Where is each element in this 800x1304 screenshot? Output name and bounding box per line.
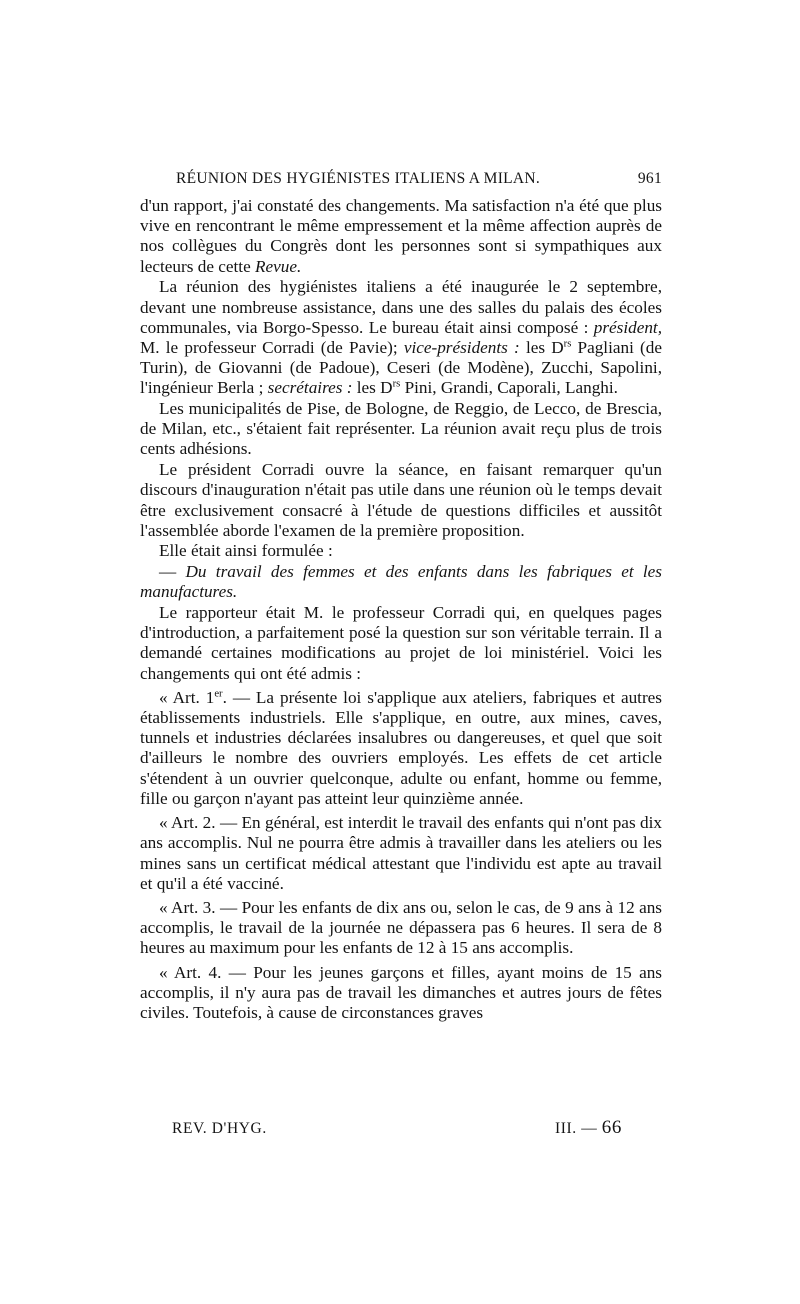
paragraph: La réunion des hygiénistes italiens a été inaugurée le 2 septembre, devant une nombreuse assistance, dans une des salles du palais des écoles communales, via Borgo-Spesso. Le bureau était ainsi composé : président, M. le professeur Corradi (de Pavie); vice-présidents : les $D^{rs}$ Pagliani (de Turin), de Giovanni (de Padoue), Ceseri (de Modène), Zucchi, Sapolini, l'ingénieur Berla ; secrétaires : les $D^{rs}$ Pini, Grandi, Caporali, Langhi. (140, 277, 662, 398)
page (140, 170, 662, 1023)
journal-title: Revue. (255, 256, 302, 276)
page-number: 961 (637, 170, 662, 187)
paragraph: Le président Corradi ouvre la séance, en faisant remarquer qu'un discours d'inauguration n'était pas utile dans une réunion où le temps devait être exclusivement consacré à l'étude de questions difficiles et aussitôt l'assemblée aborde l'examen de la première proposition. (140, 460, 662, 540)
paragraph: Le rapporteur était M. le professeur Corradi qui, en quelques pages d'introduction, a parfaitement posé la question sur son véritable terrain. Il a demandé certaines modifications au projet de loi ministériel. Voici les changements qui ont été admis : (140, 603, 662, 683)
running-header (140, 170, 662, 196)
proposition-title: — Du travail des femmes et des enfants dans les fabriques et les manufactures. (140, 562, 662, 602)
article-paragraph: « Art. 4. — Pour les jeunes garçons et filles, ayant moins de 15 ans accomplis, il n'y aura pas de travail les dimanches et autres jours de fêtes civiles. Toutefois, à cause de circonstances graves (140, 962, 662, 1022)
journal-signature: REV. D'HYG. (172, 1120, 267, 1137)
article-paragraph: « Art. 1er. — La présente loi s'applique aux ateliers, fabriques et autres établissements industriels. Elle s'applique, en outre, aux mines, caves, tunnels et industries déclarées insalubres ou dangereuses, et quel que soit d'ailleurs le nombre des ouvriers employés. Les effets de cet article s'étendent à un ouvrier quelconque, adulte ou enfant, homme ou femme, fille ou garçon n'ayant pas atteint leur quinzième année. (140, 687, 662, 808)
paragraph: Elle était ainsi formulée : (159, 541, 333, 561)
paragraph: d'un rapport, j'ai constaté des changements. Ma satisfaction n'a été que plus vive en rencontrant le même empressement et la même affection auprès de nos collègues du Congrès dont les personnes sont si sympathiques aux lecteurs de cette Revue. (140, 196, 662, 276)
body-text (140, 196, 662, 1023)
page-footer (172, 1117, 622, 1139)
sheet-signature: III. — 66 (554, 1117, 622, 1138)
running-title: RÉUNION DES HYGIÉNISTES ITALIENS A MILAN. (176, 170, 541, 187)
article-paragraph: « Art. 3. — Pour les enfants de dix ans ou, selon le cas, de 9 ans à 12 ans accomplis, le travail de la journée ne dépassera pas 6 heures. Il sera de 8 heures au maximum pour les enfants de 12 à 15 ans accomplis. (140, 897, 662, 958)
paragraph: Les municipalités de Pise, de Bologne, de Reggio, de Lecco, de Brescia, de Milan, etc., s'étaient fait représenter. La réunion avait reçu plus de trois cents adhésions. (140, 399, 662, 459)
article-paragraph: « Art. 2. — En général, est interdit le travail des enfants qui n'ont pas dix ans accomplis. Nul ne pourra être admis à travailler dans les ateliers ou les mines sans un certificat médical attestant que l'individu est apte au travail et qu'il a été vacciné. (140, 813, 662, 893)
